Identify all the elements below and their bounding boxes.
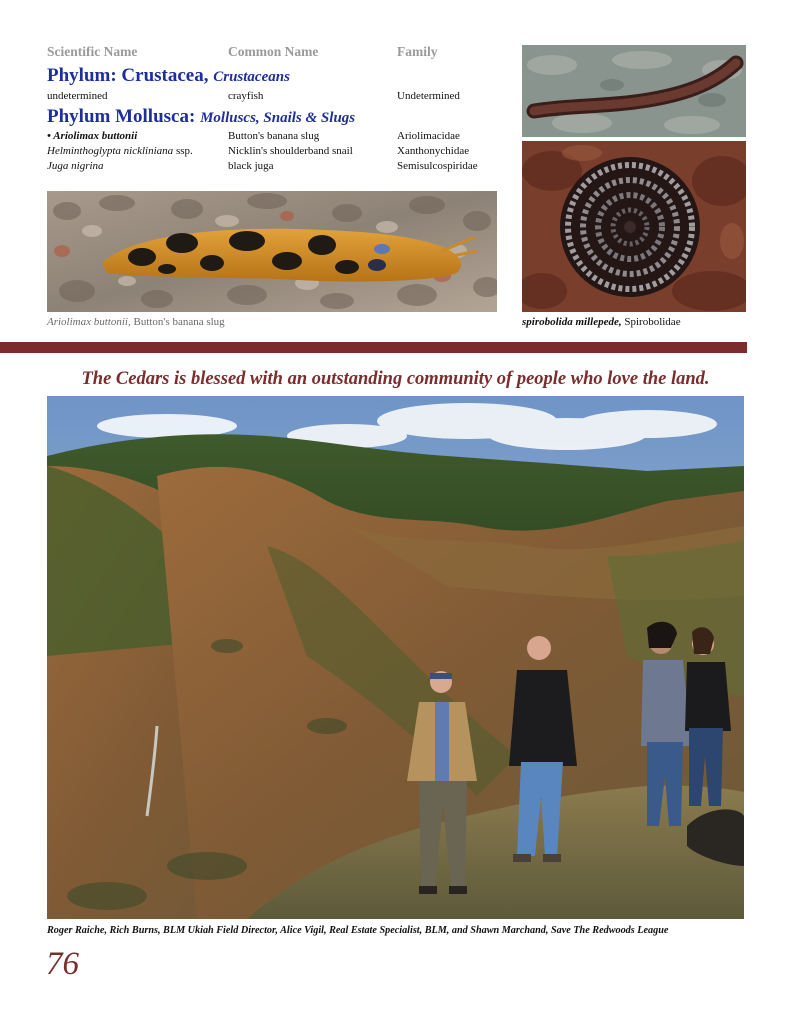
- mollusca-row-2-common: Nicklin's shoulderband snail: [228, 145, 353, 157]
- bullet: •: [47, 130, 54, 142]
- pull-quote: The Cedars is blessed with an outstanding community of people who love the land.: [81, 369, 710, 389]
- mollusca-row-2-scientific: [47, 144, 193, 159]
- caption-common: Button's banana slug: [130, 316, 225, 328]
- phylum-crustacea-heading: [47, 65, 290, 87]
- cedars-landscape-photo: [47, 396, 744, 919]
- crustacea-row-scientific: undetermined: [47, 90, 108, 102]
- header-common-name: Common Name: [228, 44, 319, 59]
- phylum-mollusca-common: Molluscs, Snails & Slugs: [200, 110, 356, 126]
- mollusca-row-3-common: black juga: [228, 160, 274, 172]
- mollusca-row-1-scientific: [47, 129, 137, 144]
- mollusca-row-2-family: Xanthonychidae: [397, 145, 470, 157]
- mollusca-row-3-family: Semisulcospiridae: [397, 160, 478, 172]
- mollusca-row-3-scientific: Juga nigrina: [47, 160, 104, 172]
- millipede-photo-top: [522, 45, 746, 137]
- slug-photo-caption: [47, 316, 225, 328]
- caption-scientific: Ariolimax buttonii,: [47, 316, 131, 328]
- group-photo-caption: Roger Raiche, Rich Burns, BLM Ukiah Field Director, Alice Vigil, Real Estate Specialist, BLM, and Shawn Marchand, Save The Redwoods League: [47, 925, 669, 936]
- header-scientific-name: Scientific Name: [47, 44, 138, 59]
- section-divider: [0, 342, 747, 353]
- mollusca-row-1-common: Button's banana slug: [228, 130, 320, 142]
- caption-family: Spirobolidae: [621, 316, 681, 328]
- phylum-crustacea-common: Crustaceans: [213, 69, 290, 85]
- page-number: 76: [46, 946, 79, 982]
- scientific-name: Ariolimax buttonii: [53, 130, 138, 142]
- scientific-name: Helminthoglypta nickliniana: [47, 145, 174, 157]
- ssp-suffix: ssp.: [173, 145, 193, 157]
- crustacea-row-family: Undetermined: [397, 90, 460, 102]
- phylum-crustacea-name: Phylum: Crustacea,: [47, 65, 209, 86]
- header-family: Family: [397, 44, 438, 59]
- phylum-mollusca-heading: [47, 106, 355, 128]
- millipede-photo-coiled: [522, 141, 746, 312]
- caption-scientific: spirobolida millepede,: [522, 316, 622, 328]
- mollusca-row-1-family: Ariolimacidae: [397, 130, 460, 142]
- banana-slug-photo: [47, 191, 497, 312]
- crustacea-row-common: crayfish: [228, 90, 264, 102]
- phylum-mollusca-name: Phylum Mollusca:: [47, 106, 196, 127]
- millipede-photo-caption: [522, 316, 681, 328]
